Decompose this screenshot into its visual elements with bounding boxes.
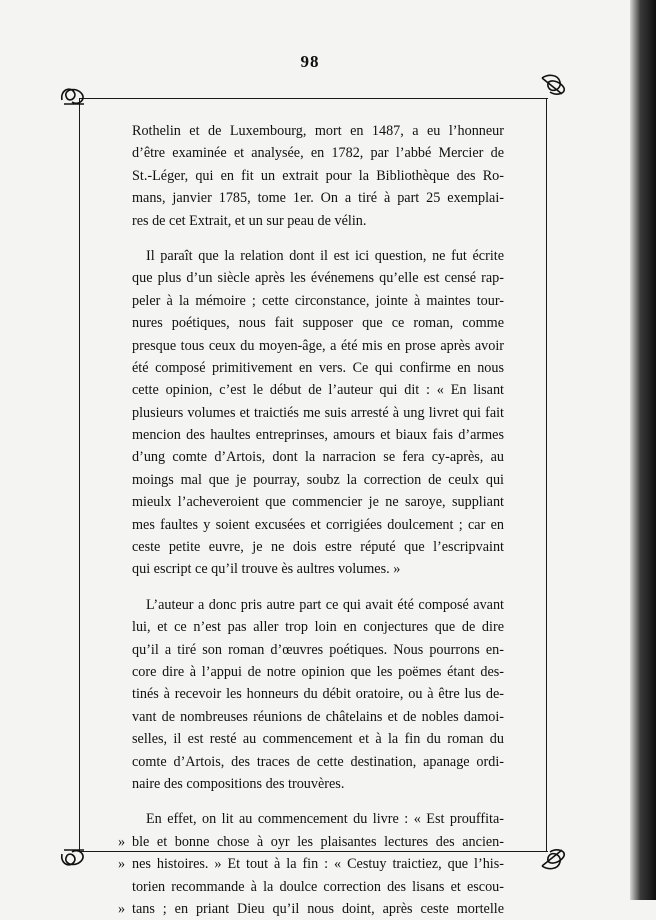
frame-top-rule xyxy=(80,98,548,99)
text-line: comte d’Artois, des traces de cette destination, apanage ordi- xyxy=(132,753,504,770)
text-line: tinés à recevoir les honneurs du débit oratoire, ou à être lus de- xyxy=(132,686,504,703)
text-line: torien recommande à la doulce correction des lisans et escou- xyxy=(132,878,504,895)
text-line: mencion des haultes entreprinses, amours et biaux fais d’armes xyxy=(132,427,504,444)
text-line: » nes histoires. » Et tout à la fin : « Cestuy traictiez, que l’his- xyxy=(132,853,504,875)
page-edge-shadow xyxy=(630,0,656,900)
text-line: L’auteur a donc pris autre part ce qui avait été composé avant xyxy=(146,596,504,613)
frame-left-rule xyxy=(79,98,80,851)
text-line: selles, il est resté au commencement et à la fin du roman du xyxy=(132,731,504,748)
paragraph-2 xyxy=(132,245,504,581)
text-line: que plus d’un siècle après les événemens qu’elle est censé rap- xyxy=(132,270,504,287)
text-line: plusieurs volumes et traictiés me suis arresté à ung livret qui fait xyxy=(132,404,504,421)
text-line: En effet, on lit au commencement du livre : « Est prouffita- xyxy=(146,811,504,828)
paragraph-1 xyxy=(132,120,504,232)
text-line: mieulx l’acheveroient que commencier je ne saroye, suppliant xyxy=(132,494,504,511)
corner-ornament-top-left xyxy=(58,82,88,108)
text-line: été composé primitivement en vers. Ce qui confirme en nous xyxy=(132,359,504,376)
text-line: presque tous ceux du moyen-âge, a été mis en prose après avoir xyxy=(132,337,504,354)
corner-ornament-bottom-left xyxy=(58,846,88,872)
body-text xyxy=(132,120,504,920)
text-line: qu’il a tiré son roman d’œuvres poétiques. Nous pourrons en- xyxy=(132,641,504,658)
text-line: Rothelin et de Luxembourg, mort en 1487, a eu l’honneur xyxy=(132,123,504,139)
text-line: d’ung comte d’Artois, dont la narracion se fera cy-après, au xyxy=(132,449,504,466)
page-number: 98 xyxy=(300,52,320,71)
text-line: nures poétiques, nous fait supposer que ce roman, comme xyxy=(132,315,504,332)
text-line: ceste petite euvre, je ne dois estre réputé que l’escripvaint xyxy=(132,539,504,556)
text-line: lui, et ce n’est pas aller trop loin en conjectures que de dire xyxy=(132,619,504,636)
text-line: d’être examinée et analysée, en 1782, par l’abbé Mercier de xyxy=(132,145,504,162)
text-line: mes faultes y soient excusées et corrigiées doulcement ; car en xyxy=(132,516,504,533)
text-line: qui escript ce qu’il trouve ès aultres volumes. » xyxy=(132,561,401,578)
paragraph-3 xyxy=(132,594,504,796)
text-line: res de cet Extrait, et un sur peau de vélin. xyxy=(132,212,367,229)
text-line: core dire à l’appui de notre opinion que les poëmes étant des- xyxy=(132,663,504,680)
text-line: peler à la mémoire ; cette circonstance, jointe à maintes tour- xyxy=(132,292,504,309)
text-line: naire des compositions des trouvères. xyxy=(132,775,345,792)
text-line: cette opinion, c’est le début de l’auteur qui dit : « En lisant xyxy=(132,382,504,399)
text-line: » tans ; en priant Dieu qu’il nous doint, après ceste mortelle xyxy=(132,898,504,920)
corner-ornament-top-right xyxy=(538,72,568,98)
frame-right-rule xyxy=(546,98,547,851)
text-line: mans, janvier 1785, tome 1er. On a tiré à part 25 exemplai- xyxy=(132,190,504,207)
corner-ornament-bottom-right xyxy=(538,846,568,872)
text-line: Il paraît que la relation dont il est ici question, ne fut écrite xyxy=(146,247,504,264)
text-line: vant de nombreuses réunions de châtelains et de nobles damoi- xyxy=(132,708,504,725)
paragraph-4 xyxy=(132,808,504,920)
text-line: moings mal que je pourray, soubz la correction de ceulx qui xyxy=(132,471,504,488)
text-line: St.-Léger, qui en fit un extrait pour la Bibliothèque des Ro- xyxy=(132,167,504,184)
text-line: » ble et bonne chose à oyr les plaisantes lectures des ancien- xyxy=(132,831,504,853)
